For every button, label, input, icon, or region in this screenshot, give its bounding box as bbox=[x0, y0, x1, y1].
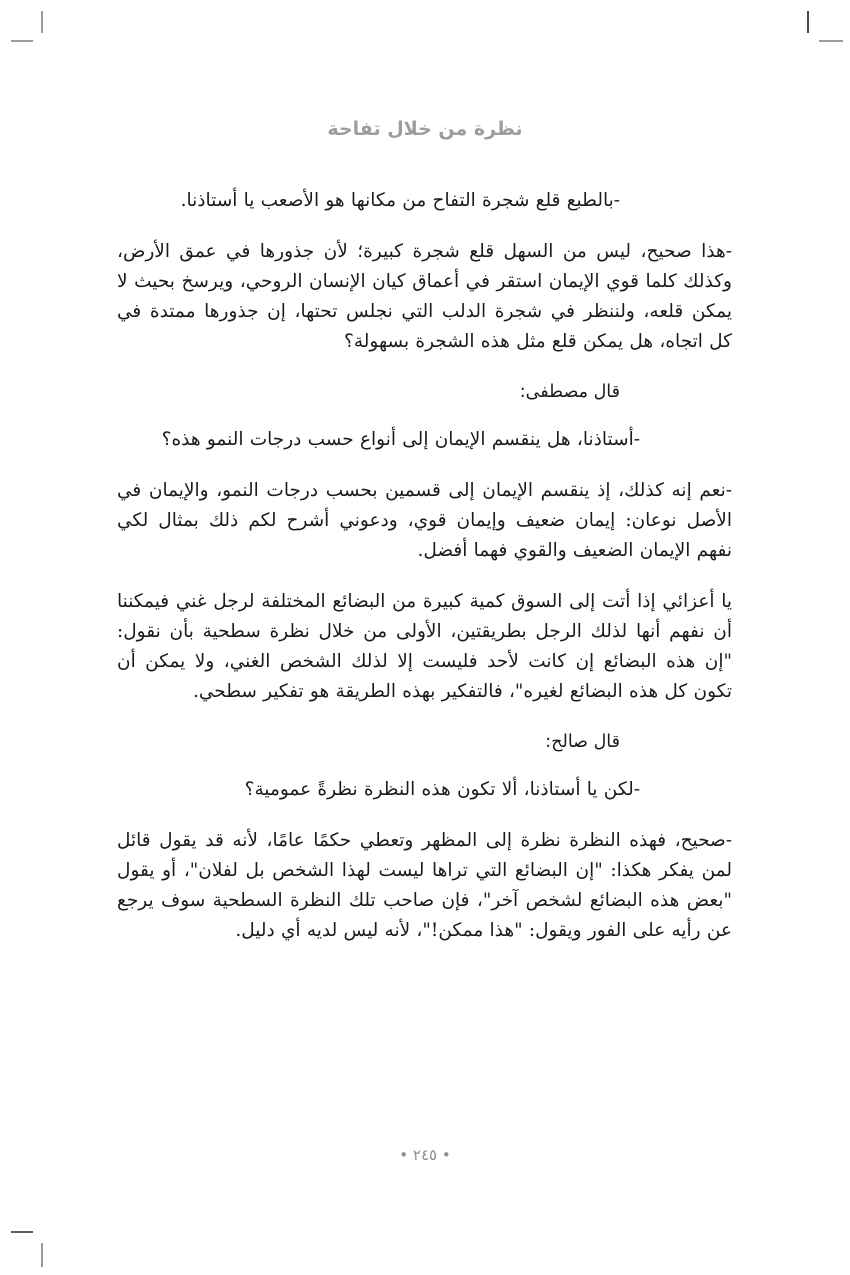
paragraph-dialogue-1: -بالطبع قلع شجرة التفاح من مكانها هو الأصعب يا أستاذنا. bbox=[180, 190, 620, 211]
paragraph-dialogue-4: -نعم إنه كذلك، إذ ينقسم الإيمان إلى قسمين بحسب درجات النمو، والإيمان في الأصل نوعان: إيمان ضعيف وإيمان قوي، ودعوني أشرح لكم ذلك بمثال لكي نفهم الإيمان الضعيف والقوي فهما أفضل. bbox=[117, 480, 732, 561]
speaker-tag-mustafa: قال مصطفى: bbox=[519, 382, 620, 402]
paragraph-dialogue-5: -لكن يا أستاذنا، ألا تكون هذه النظرة نظرةً عمومية؟ bbox=[244, 779, 640, 800]
paragraph-dialogue-3: -أستاذنا، هل ينقسم الإيمان إلى أنواع حسب درجات النمو هذه؟ bbox=[161, 429, 640, 450]
running-head: نظرة من خلال تفاحة bbox=[327, 118, 523, 140]
crop-mark-top-left-vertical bbox=[41, 11, 43, 33]
paragraph-dialogue-2: -هذا صحيح، ليس من السهل قلع شجرة كبيرة؛ لأن جذورها في عمق الأرض، وكذلك كلما قوي الإيمان استقر في أعماق كيان الإنسان الروحي، ويرسخ بحيث لا يمكن قلعه، ولننظر في شجرة الدلب التي نجلس تحتها، إن جذورها ممتدة في كل اتجاه، هل يمكن قلع مثل هذه الشجرة بسهولة؟ bbox=[117, 241, 732, 352]
crop-mark-bottom-left-horizontal bbox=[11, 1231, 33, 1233]
paragraph-dialogue-6: -صحيح، فهذه النظرة نظرة إلى المظهر وتعطي حكمًا عامًا، لأنه قد يقول قائل لمن يفكر هكذا: "إن البضائع التي تراها ليست لهذا الشخص بل لفلان"، أو يقول "بعض هذه البضائع لشخص آخر"، فإن صاحب تلك النظرة السطحية سوف يرجع عن رأيه على الفور ويقول: "هذا ممكن!"، لأنه ليس لديه أي دليل. bbox=[117, 830, 732, 941]
text-column bbox=[117, 186, 732, 967]
page-number: • ٢٤٥ • bbox=[399, 1146, 451, 1164]
crop-mark-top-right-vertical bbox=[807, 11, 809, 33]
crop-mark-top-left-horizontal bbox=[11, 40, 33, 42]
crop-mark-bottom-left-vertical bbox=[41, 1243, 43, 1267]
crop-mark-top-right-horizontal bbox=[819, 40, 843, 42]
paragraph-narration-1: يا أعزائي إذا أتت إلى السوق كمية كبيرة من البضائع المختلفة لرجل غني فيمكننا أن نفهم أنها لذلك الرجل بطريقتين، الأولى من خلال نظرة سطحية بأن نقول: "إن هذه البضائع إن كانت لأحد فليست إلا لذلك الشخص الغني، ولا يمكن أن تكون كل هذه البضائع لغيره"، فالتفكير بهذه الطريقة هو تفكير سطحي. bbox=[117, 591, 732, 702]
speaker-tag-saleh: قال صالح: bbox=[545, 732, 620, 752]
